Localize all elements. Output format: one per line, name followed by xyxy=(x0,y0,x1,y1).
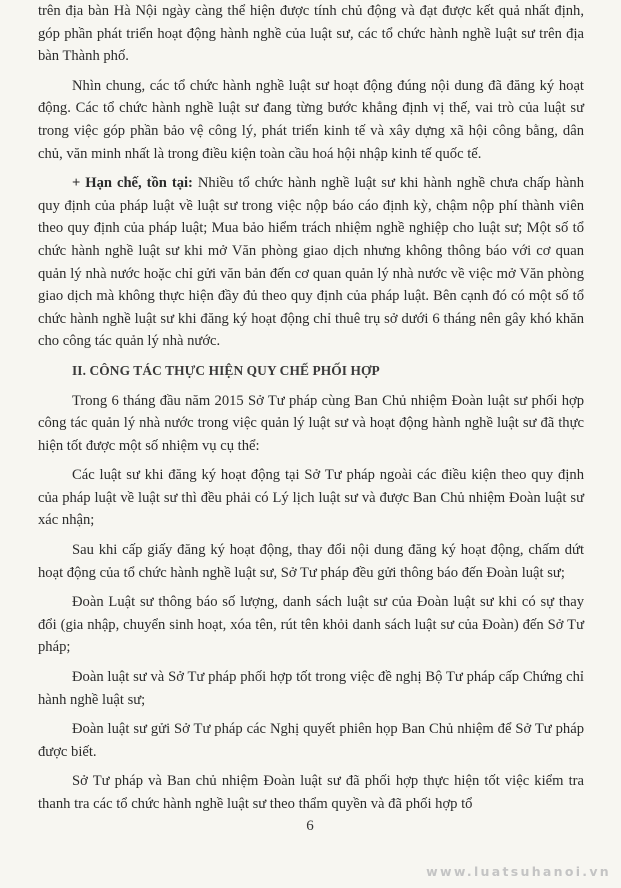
body-text xyxy=(38,0,584,823)
section-paragraph: Sở Tư pháp và Ban chủ nhiệm Đoàn luật sư đã phối hợp thực hiện tốt việc kiểm tra thanh tra các tổ chức hành nghề luật sư theo thẩm quyền và đã phối hợp tổ xyxy=(38,773,584,812)
paragraph-continuation: trên địa bàn Hà Nội ngày càng thể hiện được tính chủ động và đạt được kết quả nhất định, góp phần phát triển hoạt động hành nghề của luật sư, các tổ chức hành nghề luật sư trên địa bàn Thành phố. xyxy=(38,3,584,65)
paragraph-summary: Nhìn chung, các tổ chức hành nghề luật sư hoạt động đúng nội dung đã đăng ký hoạt động. Các tổ chức hành nghề luật sư đang từng bước khẳng định vị thế, vai trò của luật sư trong việc góp phần bảo vệ công lý, phát triển kinh tế và xây dựng xã hội công bằng, dân chủ, văn minh nhất là trong điều kiện toàn cầu hoá hội nhập kinh tế quốc tế. xyxy=(38,77,584,162)
page-number: 6 xyxy=(306,818,314,834)
section-paragraph: Sau khi cấp giấy đăng ký hoạt động, thay đổi nội dung đăng ký hoạt động, chấm dứt hoạt động của tổ chức hành nghề luật sư, Sở Tư pháp đều gửi thông báo đến Đoàn luật sư; xyxy=(38,542,584,581)
section-paragraph: Đoàn luật sư và Sở Tư pháp phối hợp tốt trong việc đề nghị Bộ Tư pháp cấp Chứng chỉ hành nghề luật sư; xyxy=(38,669,584,708)
section-paragraph: Đoàn Luật sư thông báo số lượng, danh sách luật sư của Đoàn luật sư khi có sự thay đổi (gia nhập, chuyển sinh hoạt, xóa tên, rút tên khỏi danh sách luật sư của Đoàn) đến Sở Tư pháp; xyxy=(38,594,584,656)
watermark: www.luatsuhanoi.vn xyxy=(426,864,611,879)
limitations-lead: + Hạn chế, tồn tại: xyxy=(72,175,193,192)
limitations-text: Nhiều tổ chức hành nghề luật sư khi hành nghề chưa chấp hành quy định của pháp luật về luật sư trong việc nộp báo cáo định kỳ, chậm nộp phí thành viên theo quy định của pháp luật; Mua bảo hiểm trách nhiệm nghề nghiệp cho luật sư; Một số tổ chức hành nghề luật sư khi mở Văn phòng giao dịch nhưng không thông báo với cơ quan quản lý nhà nước hoặc chỉ gửi văn bản đến cơ quan quản lý nhà nước về việc mở Văn phòng giao dịch mà không thực hiện đầy đủ theo quy định của pháp luật. Bên cạnh đó có một số tổ chức hành nghề luật sư khi đăng ký hoạt động chỉ thuê trụ sở dưới 6 tháng nên gây khó khăn cho công tác quản lý nhà nước. xyxy=(38,175,584,350)
section-heading: II. CÔNG TÁC THỰC HIỆN QUY CHẾ PHỐI HỢP xyxy=(72,362,380,378)
section-paragraph: Đoàn luật sư gửi Sở Tư pháp các Nghị quyết phiên họp Ban Chủ nhiệm để Sở Tư pháp được biết. xyxy=(38,721,584,760)
paragraph-limitations xyxy=(38,172,584,353)
section-paragraph: Trong 6 tháng đầu năm 2015 Sở Tư pháp cùng Ban Chủ nhiệm Đoàn luật sư phối hợp công tác quản lý nhà nước trong việc quản lý luật sư và hoạt động hành nghề luật sư đã thực hiện tốt được một số nhiệm vụ cụ thể: xyxy=(38,392,584,454)
section-paragraph: Các luật sư khi đăng ký hoạt động tại Sở Tư pháp ngoài các điều kiện theo quy định của pháp luật về luật sư thì đều phải có Lý lịch luật sư và được Ban Chủ nhiệm Đoàn luật sư xác nhận; xyxy=(38,467,584,529)
